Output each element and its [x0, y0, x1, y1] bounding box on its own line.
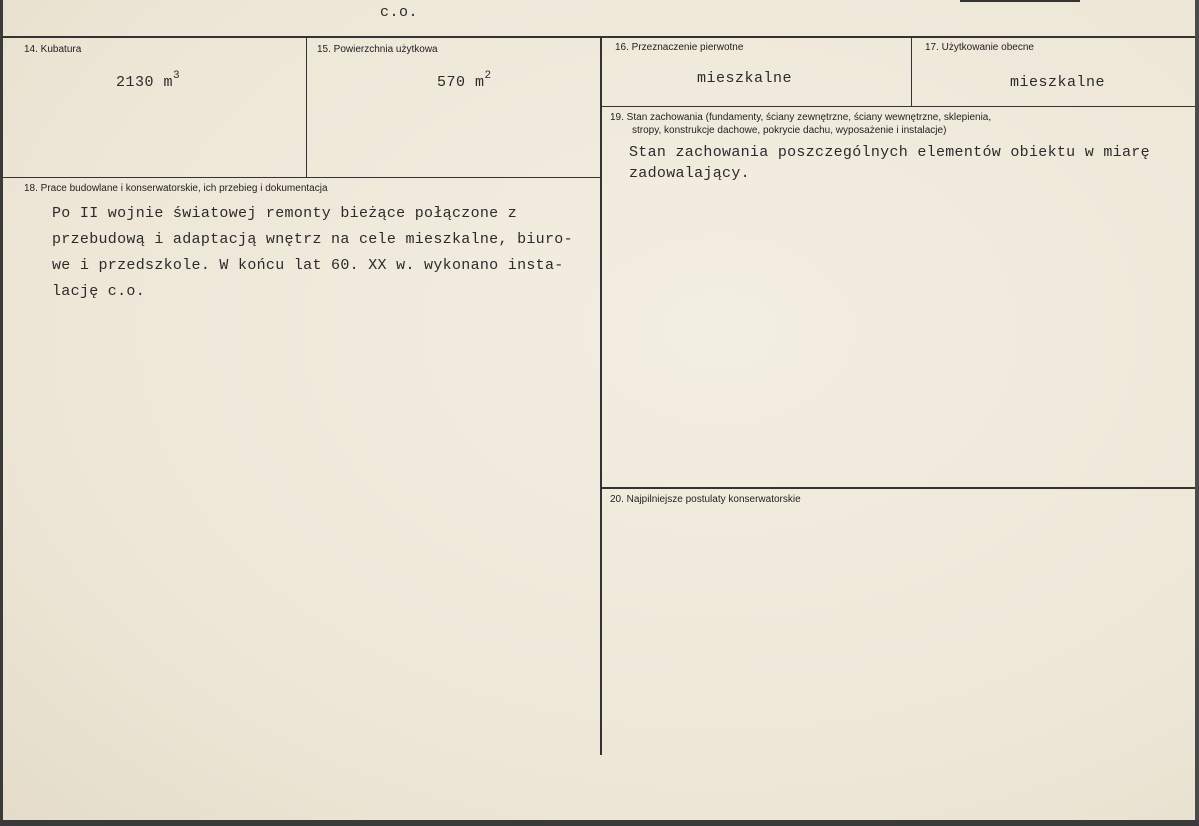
field-19-label-line1: 19. Stan zachowania (fundamenty, ściany zewnętrzne, ściany wewnętrzne, sklepienia,: [610, 112, 992, 123]
field-17-label: 17. Użytkowanie obecne: [925, 42, 1034, 53]
field-14-value: [116, 72, 180, 91]
field-18-label: 18. Prace budowlane i konserwatorskie, ich przebieg i dokumentacja: [24, 183, 328, 194]
form-top-rule: [3, 36, 1195, 38]
kubatura-value: 2130 m: [116, 74, 174, 91]
field-18-line-1: Po II wojnie światowej remonty bieżące połączone z: [52, 205, 518, 222]
field-19-label-line2: stropy, konstrukcje dachowe, pokrycie dachu, wyposażenie i instalacje): [632, 125, 947, 136]
divider-16-17: [911, 37, 912, 106]
top-note: c.o.: [380, 4, 419, 21]
field-20-label: 20. Najpilniejsze postulaty konserwatorskie: [610, 494, 801, 505]
field-15-value: [437, 72, 492, 91]
sheet-left-edge: [0, 0, 3, 826]
field-16-label: 16. Przeznaczenie pierwotne: [615, 42, 744, 53]
field-17-value: mieszkalne: [1010, 74, 1106, 91]
powierzchnia-unit-superscript: 2: [484, 70, 492, 82]
rule-under-14-15: [3, 177, 601, 178]
field-18-line-3: we i przedszkole. W końcu lat 60. XX w. wykonano insta-: [52, 257, 564, 274]
field-19-line-2: zadowalający.: [629, 165, 750, 182]
rule-under-19: [601, 487, 1195, 489]
field-18-line-4: lację c.o.: [52, 283, 146, 300]
field-14-label: 14. Kubatura: [24, 44, 82, 55]
field-15-label: 15. Powierzchnia użytkowa: [317, 44, 438, 55]
sheet-bottom-edge: [0, 820, 1199, 826]
kubatura-unit-superscript: 3: [173, 70, 181, 82]
sheet-right-edge: [1195, 0, 1199, 826]
field-16-value: mieszkalne: [697, 70, 793, 87]
field-18-line-2: przebudową i adaptacją wnętrz na cele mieszkalne, biuro-: [52, 231, 573, 248]
rule-under-16-17: [601, 106, 1195, 107]
field-19-line-1: Stan zachowania poszczególnych elementów obiektu w miarę: [629, 144, 1150, 161]
powierzchnia-value: 570 m: [437, 74, 485, 91]
top-edge-mark: [960, 0, 1080, 2]
center-divider: [600, 37, 602, 755]
divider-14-15: [306, 37, 307, 177]
